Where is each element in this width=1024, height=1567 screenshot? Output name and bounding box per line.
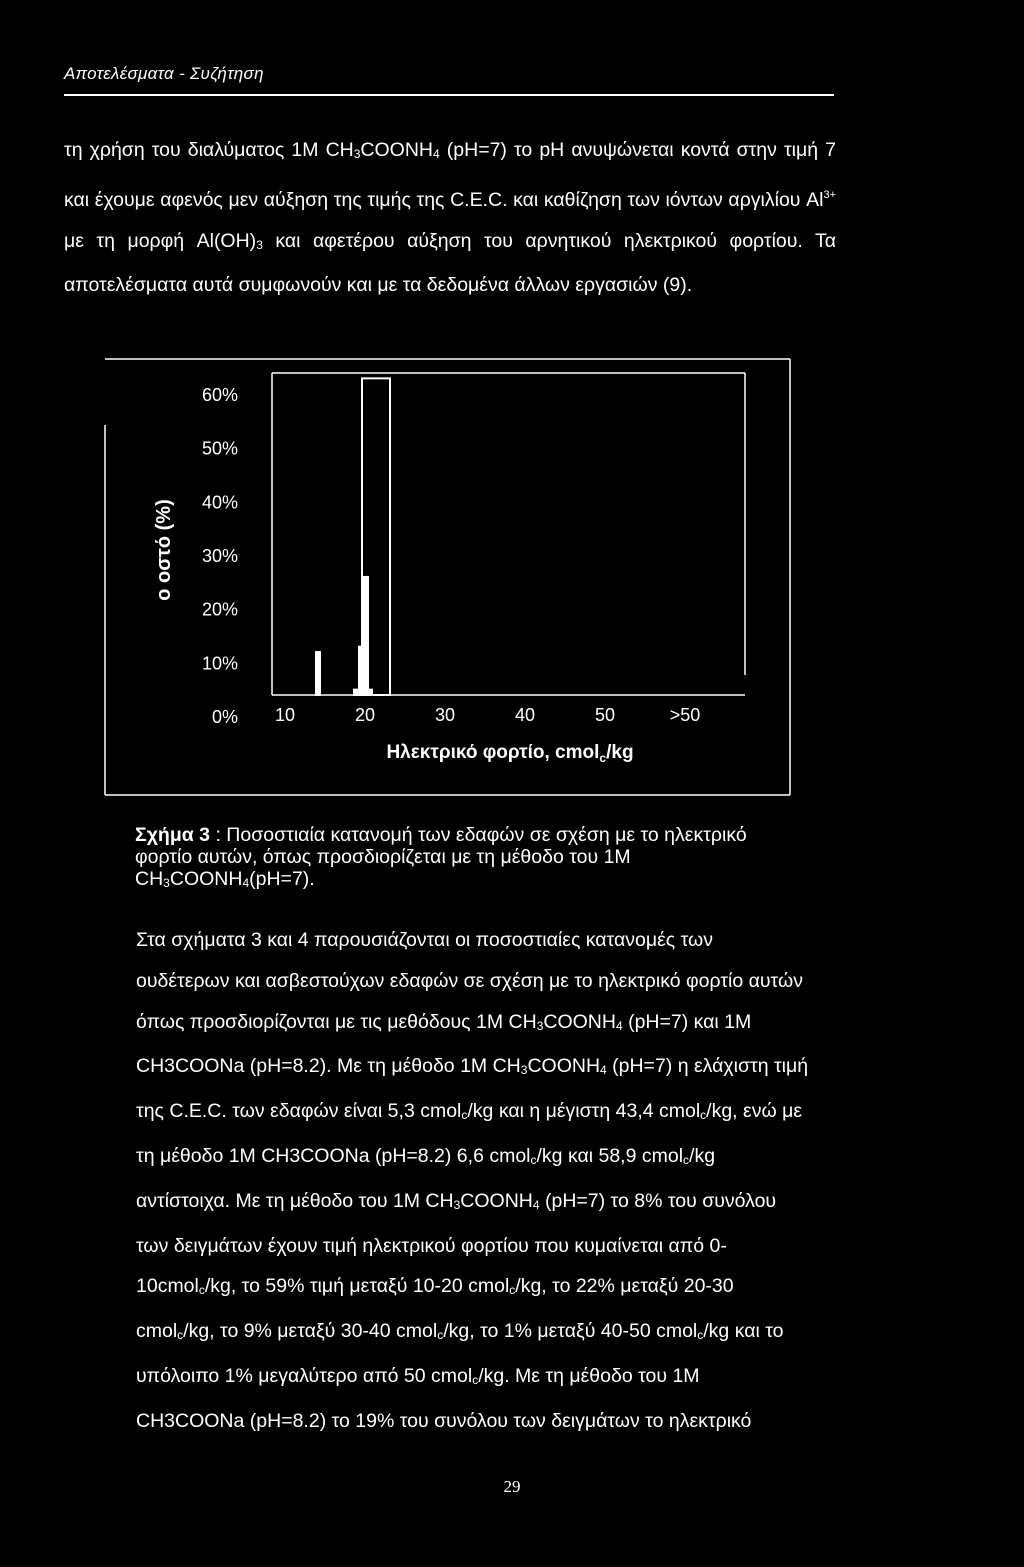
header-rule xyxy=(64,94,834,96)
y-tick-label: 50% xyxy=(201,438,238,459)
x-tick-label: 20 xyxy=(354,705,376,725)
x-tick-label: >50 xyxy=(669,705,701,725)
running-header: Αποτελέσματα - Συζήτηση xyxy=(64,64,264,83)
y-tick-label: 20% xyxy=(201,599,238,620)
figure-caption: Σχήμα 3 : Ποσοστιαία κατανομή των εδαφών σε σχέση με το ηλεκτρικό φορτίο αυτών, όπως προσδιορίζεται με τη μέθοδο του 1M $CH_3COONH_4(pH=7)$. xyxy=(135,824,747,890)
intro-paragraph: τη χρήση του διαλύματος 1M $CH_3COONH_4$ (pH=7) το pH ανυψώνεται κοντά στην τιμή 7 και έχουμε αφενός μεν αύξηση της τιμής της C.E.C. και καθίζηση των ιόντων αργιλίου $Al^{3+}$ με τη μορφή $Al(OH)_3$ και αφετέρου αύξηση του αρνητικού ηλεκτρικού φορτίου. Τα αποτελέσματα αυτά συμφωνούν και με τα δεδομένα άλλων εργασιών (9). xyxy=(64,139,837,297)
x-tick-label: 10 xyxy=(274,705,296,725)
x-tick-label: 50 xyxy=(594,705,616,725)
y-tick-label: 40% xyxy=(201,492,238,513)
charge-distribution-chart xyxy=(100,355,800,806)
x-tick-label: 40 xyxy=(514,705,536,725)
bar-50 xyxy=(368,690,372,695)
y-tick-label: 10% xyxy=(201,653,238,674)
y-axis-label: ο οστό (%) xyxy=(153,499,175,601)
bar-40 xyxy=(359,647,363,695)
caption-label: Σχήμα 3 xyxy=(135,824,211,846)
page-number: 29 xyxy=(503,1477,521,1496)
y-tick-label: 30% xyxy=(201,546,238,566)
x-tick-label: 30 xyxy=(434,705,456,725)
bar-10 xyxy=(316,652,320,695)
bar->50 xyxy=(354,690,358,695)
y-tick-label: 0% xyxy=(211,707,238,727)
x-axis-label: Ηλεκτρικό φορτίο, cmol$_c$/kg xyxy=(386,742,634,765)
results-paragraph: Στα σχήματα 3 και 4 παρουσιάζονται οι ποσοστιαίες κατανομές των ουδέτερων και ασβεστούχων εδαφών σε σχέση με το ηλεκτρικό φορτίο αυτών όπως προσδιορίζονται με τις μεθόδους 1M $CH_3COONH_4$ (pH=7) και 1M CH3COONa (pH=8.2). Με τη μέθοδο 1M $CH_3COONH_4$ (pH=7) η ελάχιστη τιμή της C.E.C. των εδαφών είναι 5,3 cmol$_c$/kg και η μέγιστη 43,4 cmol$_c$/kg, ενώ με τη μέθοδο 1M CH3COONa (pH=8.2) 6,6 cmol$_c$/kg και 58,9 cmol$_c$/kg αντίστοιχα. Με τη μέθοδο του 1M $CH_3COONH_4$ (pH=7) το 8% του συνόλου των δειγμάτων έχουν τιμή ηλεκτρικού φορτίου που κυμαίνεται από 0- 10cmol$_c$/kg, το 59% τιμή μεταξύ 10-20 cmol$_c$/kg, το 22% μεταξύ 20-30 cmol$_c$/kg, το 9% μεταξύ 30-40 cmol$_c$/kg, το 1% μεταξύ 40-50 cmol$_c$/kg και το υπόλοιπο 1% μεγαλύτερο από 50 cmol$_c$/kg. Με τη μέθοδο του 1M CH3COONa (pH=8.2) το 19% του συνόλου των δειγμάτων το ηλεκτρικό xyxy=(136,929,809,1432)
y-tick-label: 60% xyxy=(201,385,238,405)
bar-30 xyxy=(364,577,368,695)
